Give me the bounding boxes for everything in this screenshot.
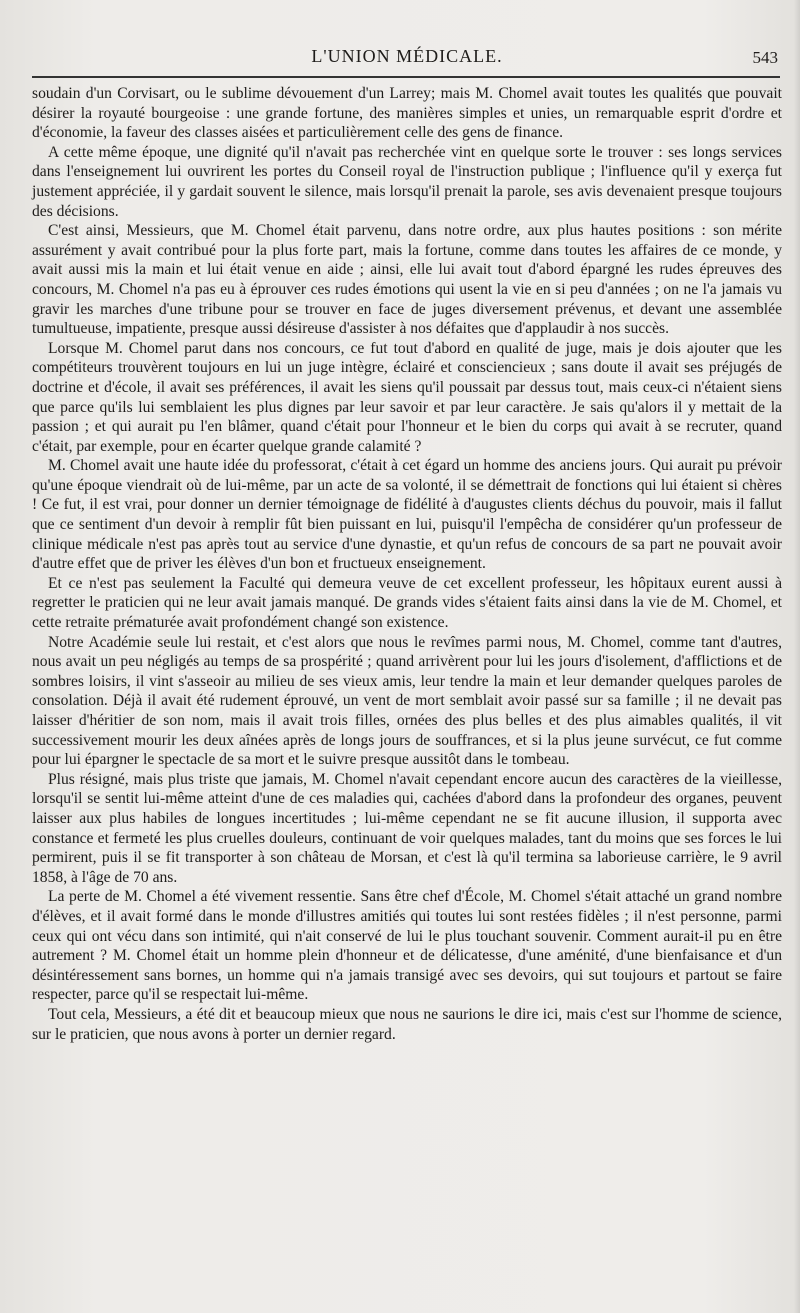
paragraph: Plus résigné, mais plus triste que jamais, M. Chomel n'avait cependant encore aucun des caractères de la vieillesse, lorsqu'il se sentit lui-même atteint d'une de ces maladies qui, cachées d'abord dans la profondeur des organes, peuvent laisser aux plus habiles de longues incertitudes ; lui-même cependant ne se fit aucune illusion, il supporta avec constance et fermeté les plus cruelles douleurs, continuant de voir quelques malades, tant du moins que ses forces le lui permirent, puis il se fit transporter à son château de Morsan, et c'est là qu'il termina sa laborieuse carrière, le 9 avril 1858, à l'âge de 70 ans. — [32, 770, 782, 886]
header-rule — [32, 76, 780, 78]
paragraph: A cette même époque, une dignité qu'il n'avait pas recherchée vint en quelque sorte le trouver : ses longs services dans l'enseignement lui ouvrirent les portes du Conseil royal de l'instruction publique ; l'influence qu'il y exerça fut justement appréciée, il y gardait souvent le silence, mais lorsqu'il prenait la parole, ses avis devenaient presque toujours des décisions. — [32, 143, 782, 220]
paragraph: Lorsque M. Chomel parut dans nos concours, ce fut tout d'abord en qualité de juge, mais je dois ajouter que les compétiteurs trouvèrent toujours en lui un juge intègre, éclairé et consciencieux ; sans doute il avait ses préjugés de doctrine et d'école, il avait ses préférences, il avait les siens qu'il poussait par dessus tout, mais ceux-ci n'étaient siens que parce qu'ils lui semblaient les plus dignes par leur savoir et par leur caractère. Je sais qu'alors il y mettait de la passion ; et qui aurait pu l'en blâmer, quand c'était pour l'honneur et le bien du corps qui avait à se recruter, quand c'était, par exemple, pour en écarter quelque grande calamité ? — [32, 339, 782, 455]
paragraph: Et ce n'est pas seulement la Faculté qui demeura veuve de cet excellent professeur, les hôpitaux eurent aussi à regretter le praticien qui ne leur avait jamais manqué. De grands vides s'étaient faits ainsi dans la vie de M. Chomel, et cette retraite prématurée avait profondément changé son existence. — [32, 574, 782, 632]
paragraph: Notre Académie seule lui restait, et c'est alors que nous le revîmes parmi nous, M. Chomel, comme tant d'autres, nous avait un peu négligés au temps de sa prospérité ; quand arrivèrent pour lui les jours d'isolement, d'afflictions et de sombres loisirs, il vint s'asseoir au milieu de ses vieux amis, leur tendre la main et leur demander quelques paroles de consolation. Déjà il avait été rudement éprouvé, un vent de mort semblait avoir passé sur sa famille ; il ne devait pas laisser d'héritier de son nom, mais il avait trois filles, ornées des plus belles et des plus aimables qualités, il vit successivement mourir les deux aînées après de longs jours de souffrances, et si la plus jeune survécut, ce fut comme pour lui épargner le spectacle de sa mort et le suivre presque aussitôt dans le tombeau. — [32, 633, 782, 769]
paragraph: Tout cela, Messieurs, a été dit et beaucoup mieux que nous ne saurions le dire ici, mais c'est sur l'homme de science, sur le praticien, que nous avons à porter un dernier regard. — [32, 1005, 782, 1043]
paragraph: La perte de M. Chomel a été vivement ressentie. Sans être chef d'École, M. Chomel s'était attaché un grand nombre d'élèves, et il avait formé dans le monde d'illustres amitiés qui toutes lui sont restées fidèles ; il n'est personne, parmi ceux qui ont vécu dans son intimité, qui n'ait conservé de lui le plus touchant souvenir. Comment aurait-il pu en être autrement ? M. Chomel était un homme plein d'honneur et de délicatesse, d'une aménité, d'une bienfaisance et d'un désintéressement sans bornes, un homme qui n'a jamais transigé avec ses devoirs, qui sut toujours et partout se faire respecter, parce qu'il se respectait lui-même. — [32, 888, 782, 1004]
paragraph: soudain d'un Corvisart, ou le sublime dévouement d'un Larrey; mais M. Chomel avait toutes les qualités que pouvait désirer la royauté bourgeoise : une grande fortune, des manières simples et unies, un remarquable esprit d'ordre et d'économie, la faveur des classes aisées et particulièrement celle des gens de finance. — [32, 85, 782, 142]
body-text — [32, 84, 782, 1044]
page-header — [32, 40, 782, 80]
page-edge-shadow — [794, 0, 800, 1313]
paragraph: M. Chomel avait une haute idée du professorat, c'était à cet égard un homme des anciens jours. Qui aurait pu prévoir qu'une époque viendrait où de lui-même, par un acte de sa volonté, il se démettrait de fonctions qui lui étaient si chères ! Ce fut, il est vrai, pour donner un dernier témoignage de fidélité à d'augustes clients déchus du pouvoir, mais il fallut que ce sentiment d'un devoir à remplir fût bien puissant en lui, puisqu'il l'empêcha de considérer qu'un professeur de clinique médicale n'est pas après tout au service d'une dynastie, et qu'un refus de concours de sa part ne pouvait avoir d'autre effet que de priver les élèves d'un bon et fructueux enseignement. — [32, 457, 782, 573]
paragraph: C'est ainsi, Messieurs, que M. Chomel était parvenu, dans notre ordre, aux plus hautes positions : son mérite assurément y avait contribué pour la plus forte part, mais la fortune, comme dans toutes les affaires de ce monde, y avait aussi mis la main et lui était venue en aide ; ainsi, elle lui avait tout d'abord épargné les rudes épreuves des concours, M. Chomel n'a pas eu à éprouver ces rudes émotions qui usent la vie en si peu d'années ; on ne l'a jamais vu gravir les marches d'une tribune pour se trouver en face de juges diversement prévenus, et devant une assemblée tumultueuse, impatiente, presque aussi désireuse d'assister à nos défaites que d'applaudir à nos succès. — [32, 222, 782, 338]
running-title: L'UNION MÉDICALE. — [311, 46, 503, 66]
page-number: 543 — [752, 48, 778, 67]
